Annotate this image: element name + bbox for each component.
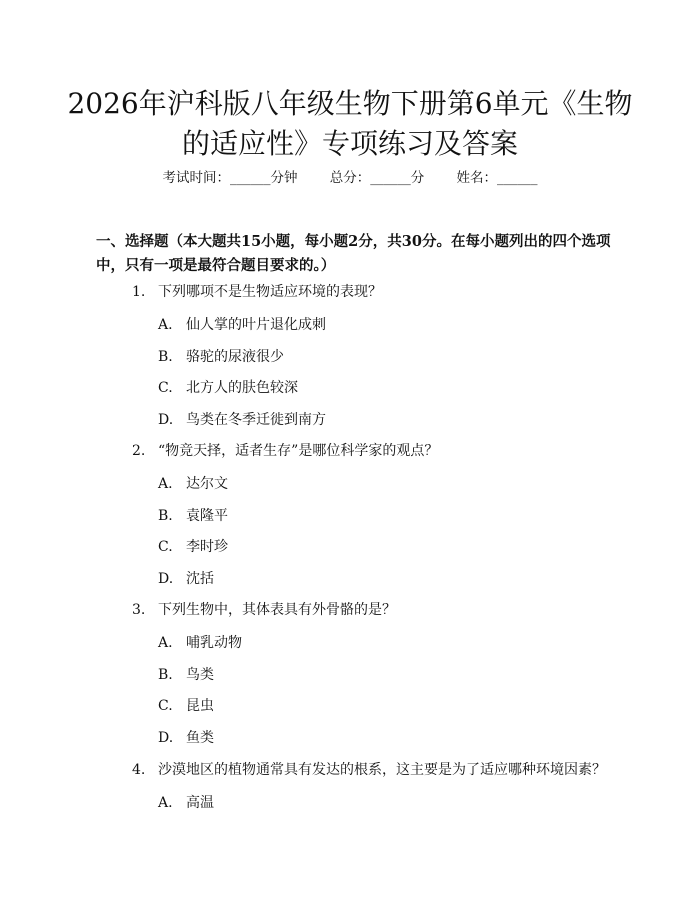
question-3-option-d: [158, 728, 214, 748]
question-2-option-a: [158, 474, 228, 494]
question-number: 3.: [132, 602, 146, 618]
option-letter: C.: [158, 380, 173, 396]
option-letter: A.: [158, 317, 173, 333]
question-text: 下列哪项不是生物适应环境的表现？: [158, 284, 382, 300]
question-3-option-c: [158, 696, 214, 716]
option-letter: C.: [158, 698, 173, 714]
question-2-option-b: [158, 506, 228, 526]
question-3-option-b: [158, 665, 214, 685]
option-text: 达尔文: [186, 476, 228, 492]
option-letter: B.: [158, 349, 173, 365]
question-text: “物竞天择，适者生存”是哪位科学家的观点？: [158, 443, 439, 459]
question-4-option-a: [158, 793, 214, 813]
option-letter: B.: [158, 508, 173, 524]
option-text: 高温: [186, 795, 214, 811]
option-text: 哺乳动物: [186, 635, 242, 651]
option-letter: A.: [158, 795, 173, 811]
question-2-option-d: [158, 569, 214, 589]
question-2-option-c: [158, 537, 228, 557]
question-1: [132, 282, 382, 302]
option-text: 鸟类在冬季迁徙到南方: [186, 412, 326, 428]
option-letter: D.: [158, 730, 174, 746]
option-letter: D.: [158, 412, 174, 428]
option-text: 沈括: [186, 571, 214, 587]
option-letter: A.: [158, 635, 173, 651]
exam-info: [0, 168, 700, 188]
question-1-option-d: [158, 410, 326, 430]
option-text: 骆驼的尿液很少: [186, 349, 284, 365]
question-3-option-a: [158, 633, 242, 653]
question-1-option-b: [158, 347, 284, 367]
option-text: 鱼类: [186, 730, 214, 746]
question-text: 下列生物中，其体表具有外骨骼的是？: [158, 602, 396, 618]
total-score-field: 总分：______分: [329, 170, 425, 186]
question-number: 1.: [132, 284, 146, 300]
question-number: 4.: [132, 762, 146, 778]
question-2: [132, 441, 438, 461]
option-text: 昆虫: [186, 698, 214, 714]
question-1-option-a: [158, 315, 326, 335]
option-text: 北方人的肤色较深: [186, 380, 298, 396]
option-letter: C.: [158, 539, 173, 555]
question-3: [132, 600, 396, 620]
exam-time-field: 考试时间：______分钟: [162, 170, 298, 186]
option-letter: B.: [158, 667, 173, 683]
question-number: 2.: [132, 443, 146, 459]
option-text: 鸟类: [186, 667, 214, 683]
student-name-field: 姓名：______: [456, 170, 538, 186]
page-title: 2026年沪科版八年级生物下册第6单元《生物的适应性》专项练习及答案: [67, 87, 633, 160]
section-heading: 一、选择题（本大题共15小题，每小题2分，共30分。在每小题列出的四个选项中，只有一项是最符合题目要求的。）: [96, 233, 611, 274]
question-text: 沙漠地区的植物通常具有发达的根系，这主要是为了适应哪种环境因素？: [158, 762, 606, 778]
question-1-option-c: [158, 378, 298, 398]
option-text: 袁隆平: [186, 508, 228, 524]
option-text: 李时珍: [186, 539, 228, 555]
option-text: 仙人掌的叶片退化成刺: [186, 317, 326, 333]
option-letter: D.: [158, 571, 174, 587]
option-letter: A.: [158, 476, 173, 492]
question-4: [132, 760, 606, 780]
